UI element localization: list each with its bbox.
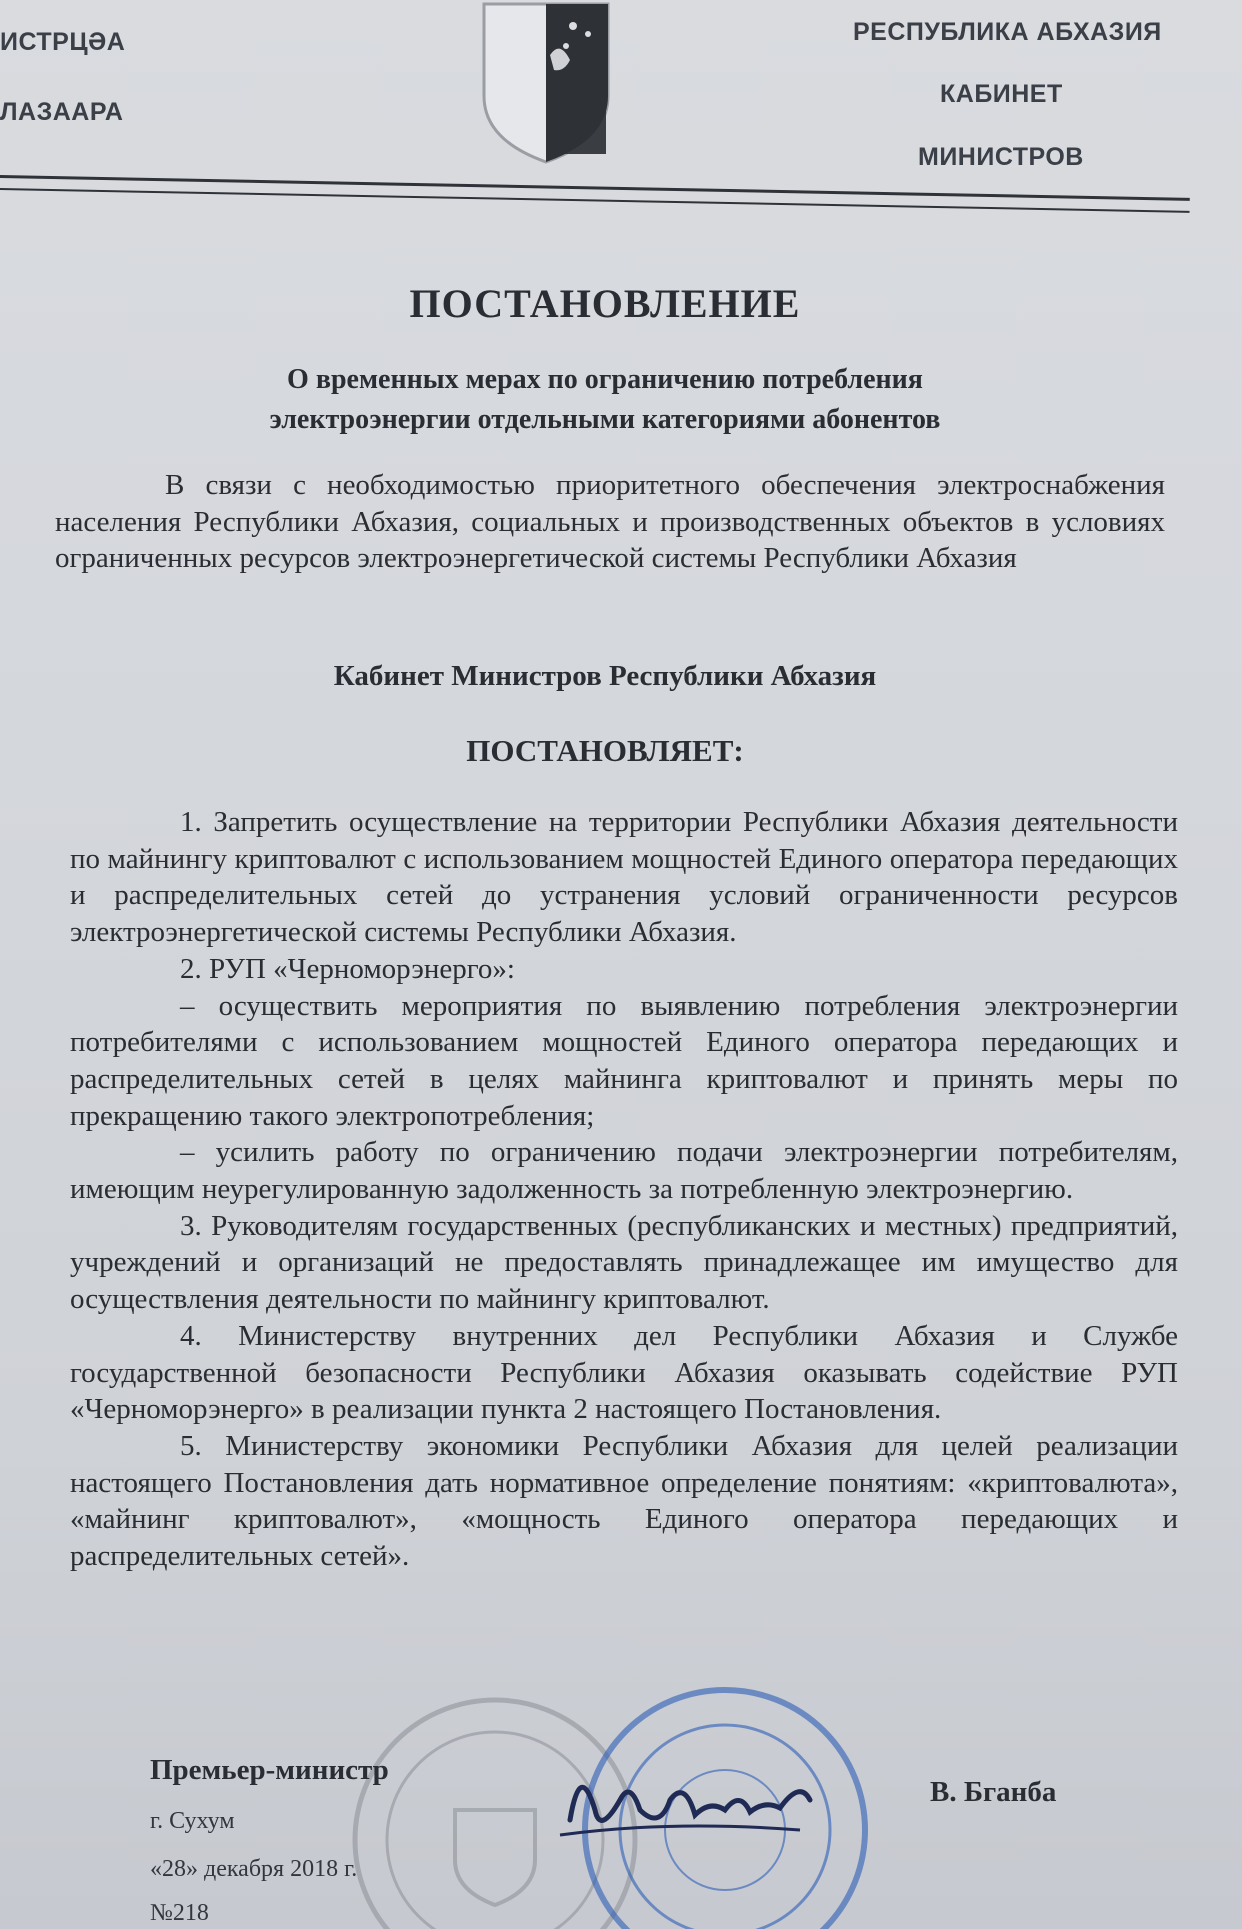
preamble-text: В связи с необходимостью приоритетного обеспечения электроснабжения населения Республики Абхазия, социальных и производственных объектов в условиях ограниченных ресурсов электроэнергетической системы Республики Абхазия — [55, 469, 1165, 575]
handwritten-signature-icon — [550, 1740, 830, 1860]
header-left-line1: ИСТРЦӘА — [0, 28, 126, 56]
header-right-line2: КАБИНЕТ — [940, 80, 1063, 108]
item-2a: – осуществить мероприятия по выявлению потребления электроэнергии потребителями с использованием мощностей Единого оператора передающих и распределительных сетей в целях майнинга криптовалют и принять меры по прекращению такого электропотребления; — [70, 989, 1178, 1132]
item-1: 1. Запретить осуществление на территории Республики Абхазия деятельности по майнингу криптовалют с использованием мощностей Единого оператора передающих и распределительных сетей до устранения условий ограниченности ресурсов электроэнергетической системы Республики Абхазия. — [70, 806, 1178, 949]
place: г. Сухум — [150, 1808, 235, 1834]
item-5: 5. Министерству экономики Республики Абхазия для целей реализации настоящего Постановления дать нормативное определение понятиям: «криптовалюта», «майнинг криптовалют», «мощность Единого оператора передающих и распределительных сетей». — [70, 1429, 1178, 1573]
header-divider — [0, 175, 1190, 213]
item-2: 2. РУП «Черноморэнерго»: — [180, 952, 515, 985]
item-4: 4. Министерству внутренних дел Республики Абхазия и Службе государственной безопасности Республики Абхазия оказывать содействие РУП «Черноморэнерго» в реализации пункта 2 настоящего Постановления. — [70, 1319, 1178, 1426]
signatory-name: В. Бганба — [930, 1776, 1057, 1808]
header-right-line1: РЕСПУБЛИКА АБХАЗИЯ — [853, 18, 1162, 46]
document-number: №218 — [150, 1900, 209, 1926]
issuer: Кабинет Министров Республики Абхазия — [333, 660, 877, 692]
signatory-position: Премьер-министр — [150, 1754, 389, 1786]
date: «28» декабря 2018 г. — [150, 1856, 358, 1882]
item-2b: – усилить работу по ограничению подачи электроэнергии потребителям, имеющим неурегулированную задолженность за потребленную электроэнергию. — [70, 1136, 1178, 1206]
resolves-heading: ПОСТАНОВЛЯЕТ: — [466, 733, 744, 768]
subtitle-line-1: О временных мерах по ограничению потребления — [287, 364, 923, 395]
resolution-items — [70, 804, 1178, 1575]
subtitle-line-2: электроэнергии отдельными категориями абонентов — [269, 404, 941, 435]
document-subtitle — [140, 360, 1070, 440]
header-left-line2: ЛАЗААРА — [0, 98, 124, 126]
item-3: 3. Руководителям государственных (республиканских и местных) предприятий, учреждений и организаций не предоставлять принадлежащее им имущество для осуществления деятельности по майнингу криптовалют. — [70, 1209, 1178, 1316]
preamble — [55, 467, 1165, 577]
state-emblem-icon — [478, 0, 614, 166]
document-title: ПОСТАНОВЛЕНИЕ — [409, 281, 801, 326]
header-right-line3: МИНИСТРОВ — [918, 143, 1084, 171]
